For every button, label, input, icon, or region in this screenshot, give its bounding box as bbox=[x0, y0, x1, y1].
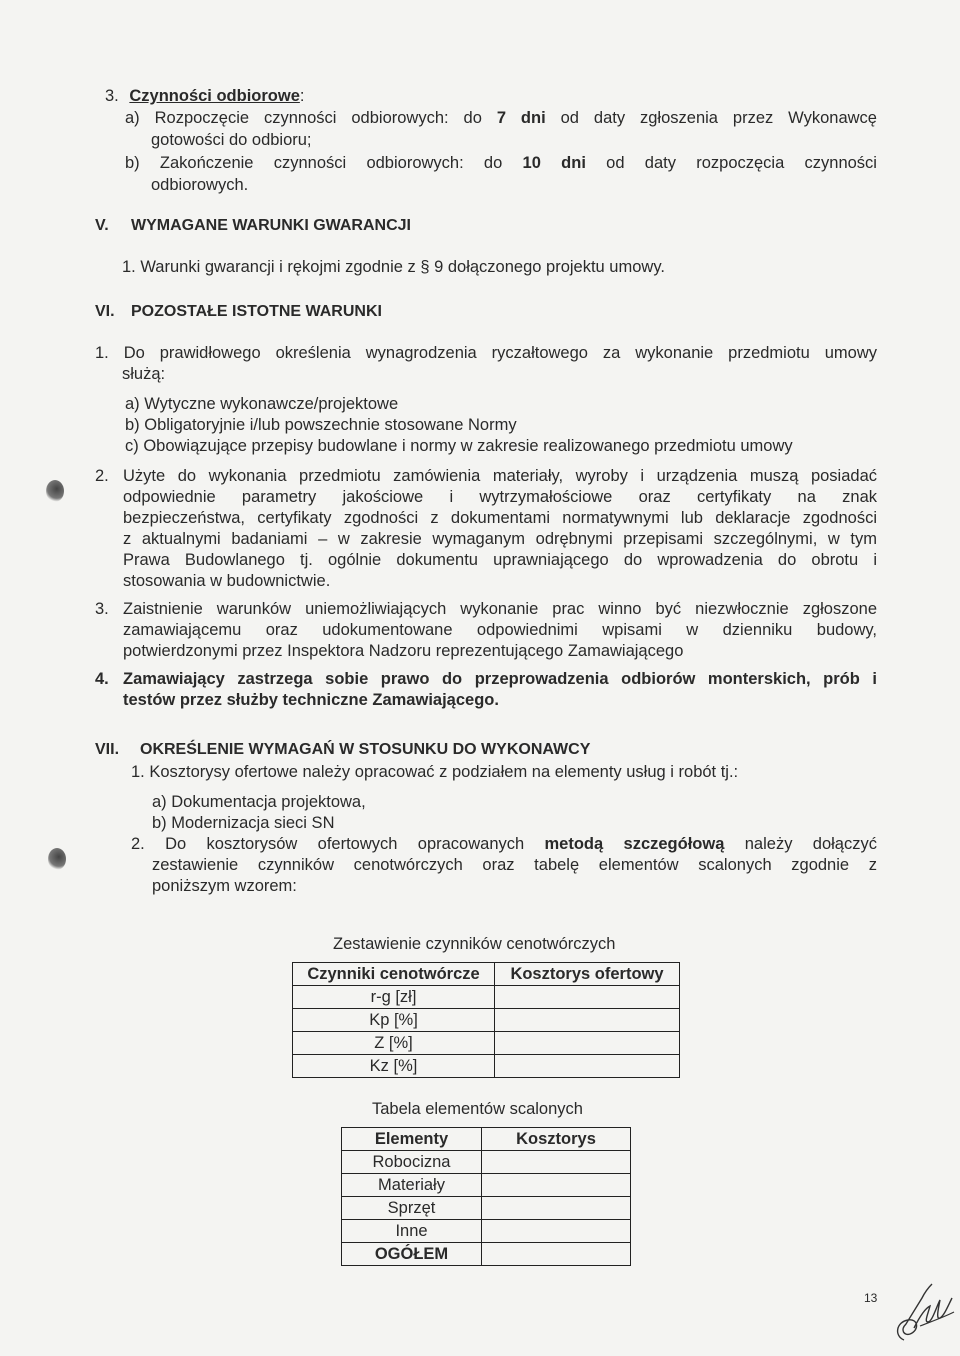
table-cell: Kz [%] bbox=[293, 1055, 495, 1078]
section-3-item-a-line2: gotowości do odbioru; bbox=[151, 131, 312, 149]
price-factors-table bbox=[292, 962, 680, 1078]
table-cell: Z [%] bbox=[293, 1032, 495, 1055]
table-cell-empty bbox=[482, 1243, 631, 1266]
section-v-title: WYMAGANE WARUNKI GWARANCJI bbox=[131, 217, 411, 234]
table-row bbox=[293, 1009, 680, 1032]
section-vi-item-3-line2: zamawiającemu oraz udokumentowane odpowiednimi wpisami w dzienniku budowy, bbox=[123, 621, 877, 639]
section-vii-item-2-line1 bbox=[131, 834, 877, 855]
table-row bbox=[342, 1128, 631, 1151]
section-vi-item-2-line1: Użyte do wykonania przedmiotu zamówienia materiały, wyroby i urządzenia muszą posiadać bbox=[123, 467, 877, 485]
section-vi-item-2-line2: odpowiednie parametry jakościowe i wytrzymałościowe oraz certyfikaty na znak bbox=[123, 488, 877, 506]
punch-hole-mark-top bbox=[46, 480, 64, 502]
table-cell-empty bbox=[482, 1197, 631, 1220]
section-3-heading bbox=[105, 86, 304, 107]
table-row bbox=[293, 986, 680, 1009]
section-vi-item-3-line1: Zaistnienie warunków uniemożliwiających wykonanie prac winno być niezwłocznie zgłoszone bbox=[123, 600, 877, 618]
table-cell: Materiały bbox=[342, 1174, 482, 1197]
section-3-b-text: b) Zakończenie czynności odbiorowych: do bbox=[125, 154, 503, 172]
table-row bbox=[342, 1243, 631, 1266]
section-vii-item-2-text: 2. Do kosztorysów ofertowych opracowanych bbox=[131, 835, 525, 853]
section-3-a-text-post: od daty zgłoszenia przez Wykonawcę bbox=[560, 109, 877, 127]
section-vi-item-2-number: 2. bbox=[95, 467, 109, 485]
section-v-number: V. bbox=[95, 217, 109, 234]
page-number: 13 bbox=[864, 1291, 878, 1305]
table-header-cell: Kosztorys bbox=[482, 1128, 631, 1151]
table-cell-empty bbox=[495, 1032, 680, 1055]
section-3-number: 3. bbox=[105, 87, 119, 105]
table-cell-empty bbox=[482, 1220, 631, 1243]
table-1-caption: Zestawienie czynników cenotwórczych bbox=[333, 935, 616, 953]
table-cell-total: OGÓŁEM bbox=[342, 1243, 482, 1266]
section-vi-item-2-line5: Prawa Budowlanego tj. ogólnie dokumentu uprawniającego do wprowadzenia do obrotu i bbox=[123, 551, 877, 569]
section-3-item-a bbox=[125, 108, 877, 129]
table-cell-empty bbox=[482, 1151, 631, 1174]
section-vi-item-4-number: 4. bbox=[95, 670, 109, 688]
table-row bbox=[293, 1055, 680, 1078]
section-3-title: Czynności odbiorowe bbox=[129, 87, 300, 105]
section-vii-item-1-a: a) Dokumentacja projektowa, bbox=[152, 793, 366, 811]
punch-hole-mark-bottom bbox=[48, 848, 66, 870]
table-row bbox=[342, 1197, 631, 1220]
section-vii-item-1: 1. Kosztorysy ofertowe należy opracować z podziałem na elementy usług i robót tj.: bbox=[131, 763, 739, 781]
section-vi-item-3-number: 3. bbox=[95, 600, 109, 618]
section-vii-number: VII. bbox=[95, 741, 120, 758]
table-row bbox=[342, 1151, 631, 1174]
section-vii-item-2-line2: zestawienie czynników cenotwórczych oraz tabelę elementów scalonych zgodnie z bbox=[152, 856, 877, 874]
table-cell-empty bbox=[482, 1174, 631, 1197]
table-row bbox=[293, 1032, 680, 1055]
section-vii-title: OKREŚLENIE WYMAGAŃ W STOSUNKU DO WYKONAWCY bbox=[140, 741, 591, 758]
section-vii-item-1-b: b) Modernizacja sieci SN bbox=[152, 814, 335, 832]
table-row bbox=[293, 963, 680, 986]
section-3-b-text-post: od daty rozpoczęcia czynności bbox=[606, 154, 877, 172]
section-vi-item-1-b: b) Obligatoryjnie i/lub powszechnie stosowane Normy bbox=[125, 416, 517, 434]
section-vi-item-1-a: a) Wytyczne wykonawcze/projektowe bbox=[125, 395, 399, 413]
table-cell: Robocizna bbox=[342, 1151, 482, 1174]
table-header-cell: Elementy bbox=[342, 1128, 482, 1151]
section-vi-item-4-line1: Zamawiający zastrzega sobie prawo do przeprowadzenia odbiorów monterskich, prób i bbox=[123, 670, 877, 688]
table-row bbox=[342, 1220, 631, 1243]
section-vi-item-1-c: c) Obowiązujące przepisy budowlane i normy w zakresie realizowanego przedmiotu umowy bbox=[125, 437, 793, 455]
merged-elements-table bbox=[341, 1127, 631, 1266]
section-vi-number: VI. bbox=[95, 303, 115, 320]
section-3-colon: : bbox=[299, 87, 305, 105]
section-vii-item-2-text-post: należy dołączyć bbox=[744, 835, 877, 853]
section-v-item-1: 1. Warunki gwarancji i rękojmi zgodnie z § 9 dołączonego projektu umowy. bbox=[122, 258, 665, 276]
section-3-b-bold: 10 dni bbox=[522, 154, 586, 172]
table-header-cell: Kosztorys ofertowy bbox=[495, 963, 680, 986]
section-3-a-bold: 7 dni bbox=[496, 109, 546, 127]
section-vi-item-1-line1: 1. Do prawidłowego określenia wynagrodzenia ryczałtowego za wykonanie przedmiotu umowy bbox=[95, 344, 877, 362]
section-3-a-text: a) Rozpoczęcie czynności odbiorowych: do bbox=[125, 109, 482, 127]
section-vi-item-2-line6: stosowania w budownictwie. bbox=[123, 572, 331, 590]
section-vi-title: POZOSTAŁE ISTOTNE WARUNKI bbox=[131, 303, 382, 320]
table-header-cell: Czynniki cenotwórcze bbox=[293, 963, 495, 986]
section-vi-item-4-line2: testów przez służby techniczne Zamawiającego. bbox=[123, 691, 499, 709]
section-vi-item-2-line3: bezpieczeństwa, certyfikaty zgodności z dokumentami normatywnymi lub deklaracje zgodności bbox=[123, 509, 877, 527]
table-cell-empty bbox=[495, 986, 680, 1009]
table-cell-empty bbox=[495, 1009, 680, 1032]
table-cell: Inne bbox=[342, 1220, 482, 1243]
handwritten-signature bbox=[890, 1278, 956, 1346]
section-vii-item-2-line3: poniższym wzorem: bbox=[152, 877, 297, 895]
table-cell-empty bbox=[495, 1055, 680, 1078]
section-vi-item-1-line2: służą: bbox=[122, 365, 166, 383]
table-2-caption: Tabela elementów scalonych bbox=[372, 1100, 583, 1118]
table-cell: r-g [zł] bbox=[293, 986, 495, 1009]
section-3-item-b bbox=[125, 153, 877, 174]
section-vi-item-3-line3: potwierdzonymi przez Inspektora Nadzoru reprezentującego Zamawiającego bbox=[123, 642, 684, 660]
section-vii-item-2-bold: metodą szczegółową bbox=[544, 835, 725, 853]
section-3-item-b-line2: odbiorowych. bbox=[151, 176, 249, 194]
table-cell: Sprzęt bbox=[342, 1197, 482, 1220]
section-vi-item-2-line4: z aktualnymi badaniami – w zakresie wymaganym odrębnymi przepisami szczególnymi, w tym bbox=[123, 530, 877, 548]
table-row bbox=[342, 1174, 631, 1197]
table-cell: Kp [%] bbox=[293, 1009, 495, 1032]
